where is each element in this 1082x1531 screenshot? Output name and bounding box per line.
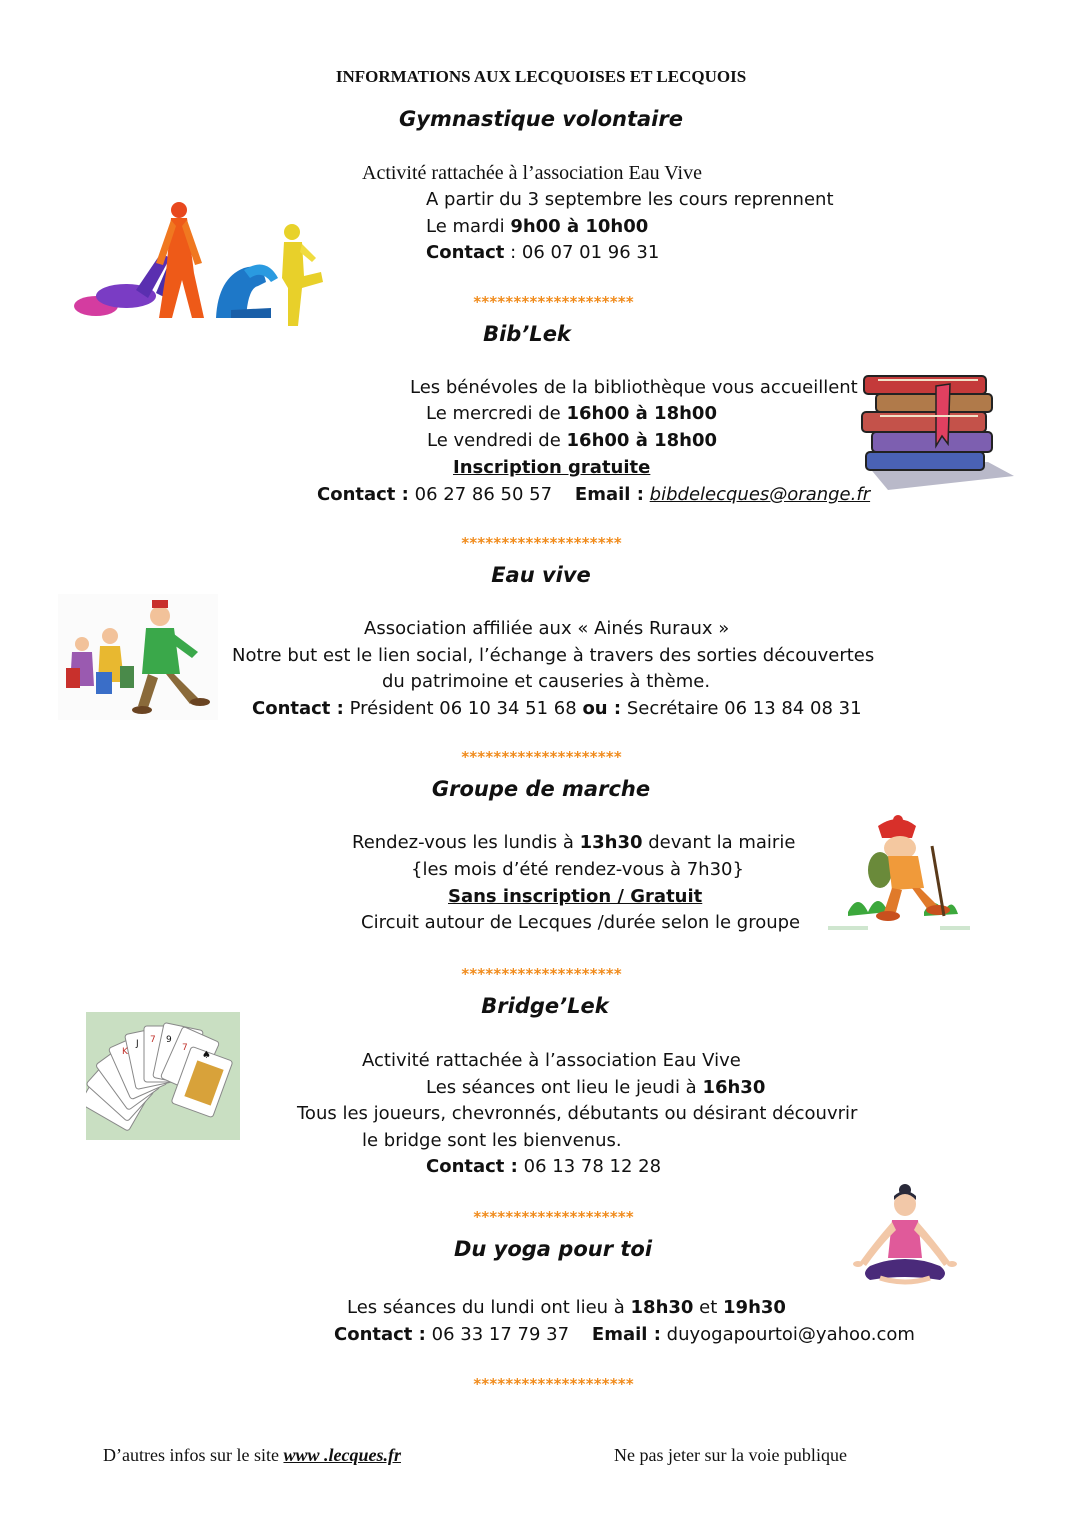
website-link[interactable]: www .lecques.fr [283, 1445, 401, 1465]
gym-line3: Le mardi 9h00 à 10h00 [426, 216, 649, 237]
separator-1: ******************** [472, 293, 634, 311]
gymnastics-illustration [66, 198, 328, 328]
separator-2: ******************** [460, 534, 622, 552]
eauvive-line3: du patrimoine et causeries à thème. [382, 671, 711, 692]
yoga-title: Du yoga pour toi [453, 1237, 653, 1261]
marche-line2: {les mois d’été rendez-vous à 7h30} [411, 859, 744, 880]
yoga-line1: Les séances du lundi ont lieu à 18h30 et 19h30 [347, 1297, 786, 1318]
yoga-email: duyogapourtoi@yahoo.com [660, 1324, 915, 1345]
gym-line2: A partir du 3 septembre les cours reprennent [426, 189, 834, 210]
page-title: INFORMATIONS AUX LECQUOISES ET LECQUOIS [335, 67, 747, 86]
biblek-line1: Les bénévoles de la bibliothèque vous accueillent [410, 377, 858, 398]
bridge-contact: Contact : 06 13 78 12 28 [426, 1156, 662, 1177]
biblek-title: Bib’Lek [483, 322, 571, 346]
separator-3: ******************** [460, 748, 622, 766]
svg-text:7: 7 [182, 1043, 188, 1053]
svg-text:♠: ♠ [202, 1050, 211, 1061]
svg-text:7: 7 [150, 1035, 156, 1045]
gym-contact: Contact : 06 07 01 96 31 [426, 242, 660, 263]
eauvive-line2: Notre but est le lien social, l’échange à travers des sorties découvertes [232, 645, 875, 666]
hiker-illustration [828, 812, 980, 934]
biblek-email-link[interactable]: bibdelecques@orange.fr [649, 484, 871, 505]
footer-right: Ne pas jeter sur la voie publique [614, 1445, 847, 1465]
bridge-line3: Tous les joueurs, chevronnés, débutants ou désirant découvrir [297, 1103, 858, 1124]
separator-5: ******************** [472, 1208, 634, 1226]
marche-line1: Rendez-vous les lundis à 13h30 devant la mairie [352, 832, 796, 853]
bridge-line1: Activité rattachée à l’association Eau Vive [362, 1050, 741, 1071]
bridge-line4: le bridge sont les bienvenus. [362, 1130, 622, 1151]
books-illustration [858, 366, 1018, 496]
biblek-inscription: Inscription gratuite [453, 457, 651, 478]
eauvive-line1: Association affiliée aux « Ainés Ruraux » [364, 618, 730, 639]
biblek-line3: Le vendredi de 16h00 à 18h00 [427, 430, 718, 451]
separator-6: ******************** [472, 1375, 634, 1393]
gym-title: Gymnastique volontaire [399, 107, 683, 131]
eauvive-title: Eau vive [491, 563, 591, 587]
biblek-line2: Le mercredi de 16h00 à 18h00 [426, 403, 717, 424]
playing-cards-illustration [86, 1012, 240, 1140]
svg-text:K: K [122, 1047, 128, 1057]
marche-title: Groupe de marche [431, 777, 651, 801]
svg-text:J: J [136, 1039, 139, 1049]
biblek-contact: Contact : 06 27 86 50 57 Email : bibdelecques@orange.fr [317, 484, 871, 505]
marche-line3: Sans inscription / Gratuit [448, 886, 703, 907]
bridge-title: Bridge’Lek [481, 994, 609, 1018]
svg-text:9: 9 [166, 1035, 172, 1045]
yoga-illustration [840, 1182, 970, 1292]
travellers-illustration [58, 594, 218, 720]
separator-4: ******************** [460, 965, 622, 983]
bridge-line2: Les séances ont lieu le jeudi à 16h30 [426, 1077, 766, 1098]
eauvive-contact: Contact : Président 06 10 34 51 68 ou : Secrétaire 06 13 84 08 31 [252, 698, 862, 719]
yoga-contact: Contact : 06 33 17 79 37 Email : duyogapourtoi@yahoo.com [334, 1324, 915, 1345]
marche-line4: Circuit autour de Lecques /durée selon le groupe [361, 912, 801, 933]
gym-line1: Activité rattachée à l’association Eau Vive [362, 162, 702, 184]
footer-left: D’autres infos sur le site www .lecques.fr [103, 1445, 401, 1465]
